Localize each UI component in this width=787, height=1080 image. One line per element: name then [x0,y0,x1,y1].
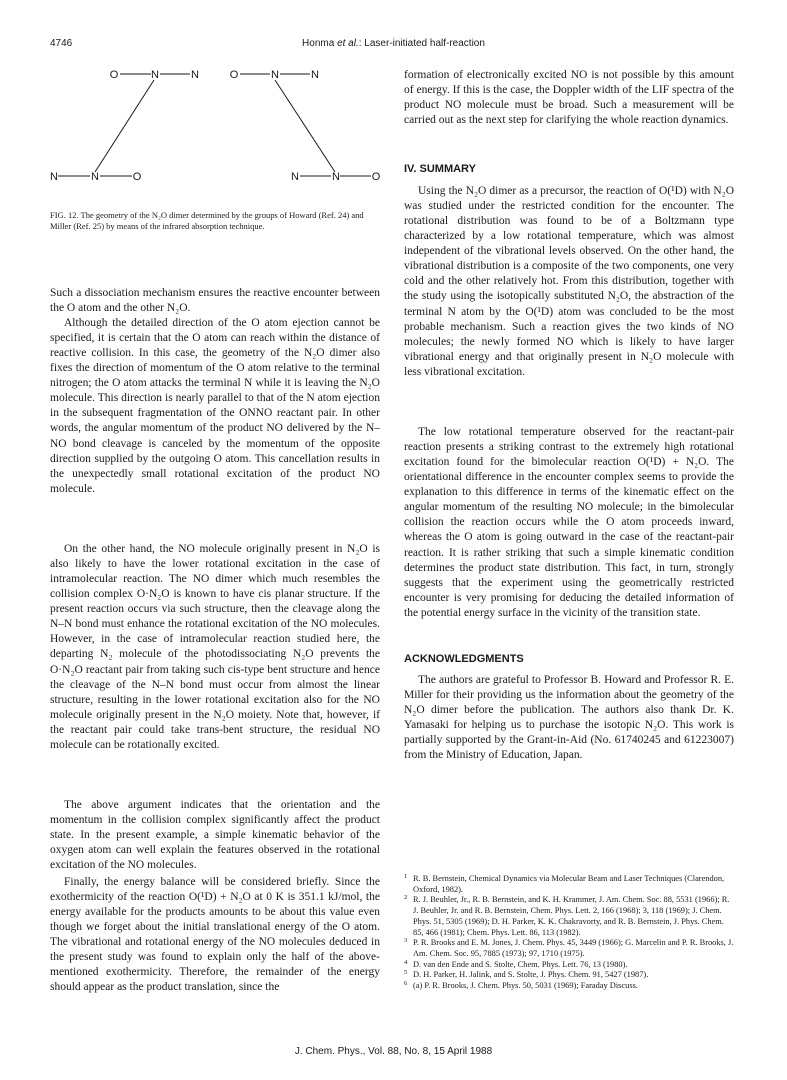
atom-n-right-top-center: N [271,69,279,81]
left-paragraph-2: Although the detailed direction of the O atom ejection cannot be specified, it is certain that the O atom can reach within the distance of reactive collision. In this case, the geometry of the N₂O dimer also fixes the direction of momentum of the O atom relative to the terminal nitrogen; the O atom attacks the terminal N while it is leaving the N₂O molecule. This direction is nearly parallel to that of the N atom ejection in the subsequent fragmentation of the ONNO reactant pair. In other words, the angular momentum of the product NO delivered by the N–NO bond cleavage is canceled by the momentum of the opposite direction supplied by the outgoing O atom. This cancellation results in the unexpectedly small rotational excitation of the product NO molecule. [50,317,380,495]
summary-paragraph-1: Using the N₂O dimer as a precursor, the reaction of O(¹D) with N₂O was studied under the restricted condition for the encounter. The rotational distribution was found to be of a Boltzmann type characterized by a low rotational temperature, which was almost independent of the vibrational levels observed. On the other hand, the vibrational distribution is a composite of the two components, one very cold and the other relatively hot. From this distribution, together with the study using the isotopically substituted N₂O, the abstraction of the terminal N atom by the O(¹D) atom was concluded to be the most probable mechanism. Such a reaction gives the two kinds of NO molecules; the newly formed NO which is likely to have larger vibrational energy and that originally present in N₂O molecule with less vibrational excitation. [404,185,734,378]
atom-n-left-bottom-center: N [91,171,99,182]
atom-o-right-bottom: O [371,171,380,182]
atom-n-right-top-end: N [311,69,319,81]
reference-mark: 1 [404,873,408,880]
reference-item [404,874,734,895]
atom-n-right-bottom-center: N [332,171,340,182]
figure-caption: FIG. 12. The geometry of the N₂O dimer determined by the groups of Howard (Ref. 24) and Miller (Ref. 25) by means of the infrared absorption technique. [50,210,364,231]
reference-text: P. R. Brooks and E. M. Jones, J. Chem. Phys. 45, 3449 (1966); G. Marcelin and P. R. Brooks, J. Am. Chem. Soc. 95, 7885 (1973); 97, 1710 (1975). [413,938,734,958]
atom-n-right-bottom-end: N [291,171,299,182]
atom-n-left-top-center: N [151,69,159,81]
reference-text: D. van den Ende and S. Stolte, Chem. Phys. Lett. 76, 13 (1980). [413,959,628,969]
reference-mark: 3 [404,937,408,945]
left-paragraph-1: Such a dissociation mechanism ensures the reactive encounter between the O atom and the other N₂O. [50,287,380,315]
atom-o-left-top: O [109,69,119,81]
reference-mark: 6 [404,980,408,988]
reference-item [404,981,734,992]
reference-mark: 2 [404,894,408,902]
reference-item [404,970,734,981]
n2o-dimer-figure [50,62,380,182]
reference-item [404,960,734,971]
running-head-title: : Laser-initiated half-reaction [358,38,485,49]
right-continuation-paragraph: formation of electronically excited NO is not possible by this amount of energy. If this is the case, the Doppler width of the LIF spectra of the product NO molecule must be broad. Such a measurement will be carried out as the next step for clarifying the whole reaction dynamics. [404,69,734,127]
acknowledgments-paragraph: The authors are grateful to Professor B. Howard and Professor R. E. Miller for their providing us the information about the geometry of the N₂O dimer before the publication. The authors also thank Dr. K. Yamasaki for helping us to purchase the isotopic N₂O. This work is partially supported by the Grant-in-Aid (No. 61740245 and 61223007) from the Ministry of Education, Japan. [404,674,734,762]
left-paragraph-3: On the other hand, the NO molecule originally present in N₂O is also likely to have the lower rotational excitation in the case of intramolecular reaction. The NO dimer which much resembles the collision complex O·N₂O is known to have cis planar structure. If the present reaction occurs via such structure, then the cleavage along the N–N bond must enhance the rotational excitation of the NO molecules. However, in the case of intramolecular reaction studied here, the departing N₂ molecule of the photodissociating N₂O prevents the O·N₂O reactant pair from taking such cis-type bent structure and hence the cleavage of the N–N bond must occur from almost the linear structure, resulting in the lower rotational excitation also for the NO molecule originally present in the N₂O moiety. Note that, however, if the reactant pair could take trans-bent structure, the residual NO molecule can be rotationally excited. [50,543,380,751]
reference-item [404,895,734,938]
summary-paragraph-2: The low rotational temperature observed for the reactant-pair reaction presents a striking contrast to the extremely high rotational excitation found for the bimolecular reaction O(¹D) + N₂O. The orientational difference in the encounter complex seems to provide the explanation to this difference in terms of the kinematic effect on the angular momentum of the resulting NO molecule; in the bimolecular collision the reaction occurs while the O atom proceeds inward, whereas the O atom is going outward in the case of the reactant-pair reaction. It is rather striking that such a simple kinematic condition determines the product state distribution. This fact, in turn, strongly suggests that the experiment using the geometrically restricted encounter is very promising for deducing the detailed information of the potential energy surface in the vicinity of the transition state. [404,426,734,619]
page-number: 4746 [50,38,73,49]
references-list [404,874,734,992]
acknowledgments-heading: ACKNOWLEDGMENTS [404,653,524,665]
left-paragraph-4: The above argument indicates that the orientation and the momentum in the collision complex significantly affect the product state. In the present example, a simple kinematic behavior of the oxygen atom can well explain the features observed in the rotational excitation of the NO molecules. [50,799,380,872]
reference-text: R. B. Bernstein, Chemical Dynamics via Molecular Beam and Laser Techniques (Clarendon, Oxford, 1982). [413,874,725,894]
reference-text: (a) P. R. Brooks, J. Chem. Phys. 50, 5031 (1969); Faraday Discuss. [413,981,638,991]
atom-o-left-bottom: O [132,171,142,182]
journal-footer: J. Chem. Phys., Vol. 88, No. 8, 15 April 1988 [294,1046,493,1057]
running-head-authors: Honma [302,38,338,49]
left-paragraph-5: Finally, the energy balance will be considered briefly. Since the exothermicity of the reaction O(¹D) + N₂O at 0 K is 351.1 kJ/mol, the energy available for the products amounts to be about this value even though we forget about the initial translational energy of the O atom. The vibrational and rotational energy of the NO molecules deduced in the present study was found to explain only the half of the above-mentioned exothermicity. Therefore, the remainder of the energy should appear as the product translation, since the [50,876,380,994]
running-head [0,38,787,49]
reference-text: D. H. Parker, H. Jalink, and S. Stolte, J. Phys. Chem. 91, 5427 (1987). [413,970,649,980]
reference-mark: 5 [404,969,408,977]
reference-text: R. J. Beuhler, Jr., R. B. Bernstein, and K. H. Krammer, J. Am. Chem. Soc. 88, 5531 (1966); R. J. Beuhler, Jr. and R. B. Bernstein, Chem. Phys. Lett. 2, 166 (1968); 3, 118 (1969); J. Chem. Phys. 51, 5305 (1969); D. H. Parker, K. K. Chakravorty, and R. B. Bernstein, J. Phys. Chem. 85, 466 (1981); Chem. Phys. Lett. 86, 113 (1982). [413,895,730,937]
atom-o-right-top: O [229,69,239,81]
reference-item [404,938,734,959]
atom-n-left-top-end: N [191,69,199,81]
summary-heading: IV. SUMMARY [404,163,476,175]
atom-n-left-bottom-end: N [50,171,58,182]
running-head-etal: et al. [337,38,359,49]
reference-mark: 4 [404,958,408,966]
